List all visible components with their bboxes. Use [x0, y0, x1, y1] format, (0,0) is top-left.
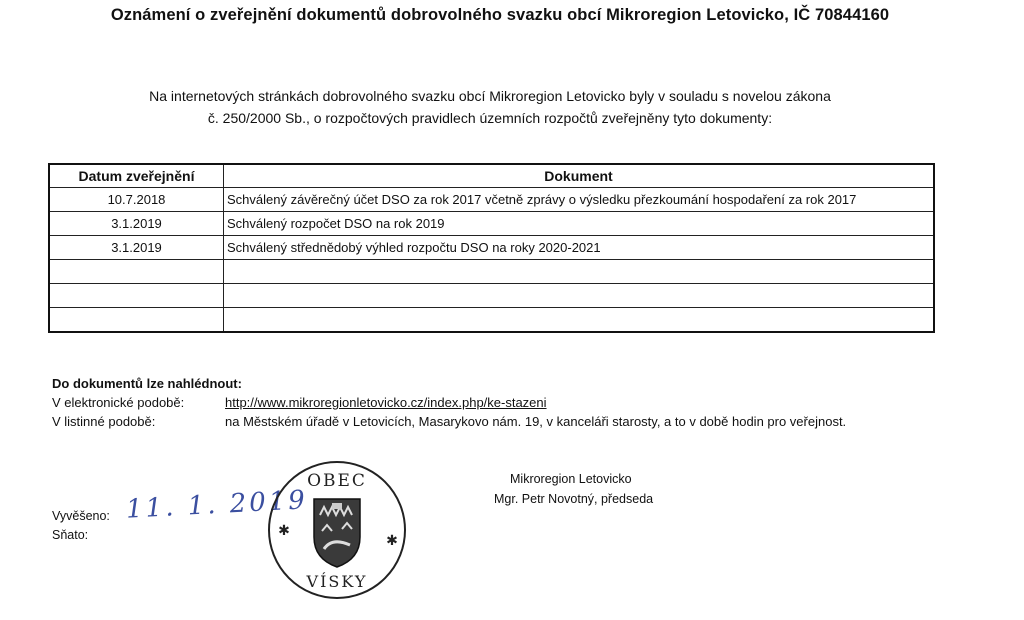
table-header-row: [49, 164, 934, 188]
table-row: [49, 260, 934, 284]
row-date: 3.1.2019: [49, 212, 224, 236]
row-date: [49, 284, 224, 308]
table-row: [49, 308, 934, 333]
electronic-label: V elektronické podobě:: [52, 395, 185, 410]
signature-org: Mikroregion Letovicko: [510, 472, 632, 486]
signature-block: [494, 469, 653, 509]
documents-table: [48, 163, 935, 333]
stamp-star-left-icon: ✱: [278, 522, 290, 538]
table-row: [49, 284, 934, 308]
row-document: Schválený střednědobý výhled rozpočtu DSO na roky 2020-2021: [224, 236, 935, 260]
row-document: Schválený závěrečný účet DSO za rok 2017 včetně zprávy o výsledku přezkoumání hospodaření za rok 2017: [224, 188, 935, 212]
posted-label: Vyvěšeno:: [52, 509, 110, 523]
column-header-document: Dokument: [224, 164, 935, 188]
row-document: [224, 260, 935, 284]
row-document: Schválený rozpočet DSO na rok 2019: [224, 212, 935, 236]
row-date: 10.7.2018: [49, 188, 224, 212]
row-date: 3.1.2019: [49, 236, 224, 260]
signature-person: Mgr. Petr Novotný, předseda: [494, 492, 654, 506]
table-row: [49, 236, 934, 260]
removed-label: Sňato:: [52, 528, 89, 542]
intro-line-2: č. 250/2000 Sb., o rozpočtových pravidlech územních rozpočtů zveřejněny tyto dokumenty:: [207, 110, 773, 126]
access-electronic-row: [52, 393, 547, 412]
table-row: [49, 212, 934, 236]
coat-of-arms-icon: [314, 499, 360, 567]
row-date: [49, 308, 224, 333]
row-document: [224, 284, 935, 308]
stamp-top-text: OBEC: [307, 471, 367, 491]
paper-label: V listinné podobě:: [52, 414, 156, 429]
download-link[interactable]: http://www.mikroregionletovicko.cz/index.php/ke-stazeni: [225, 395, 547, 410]
stamp-star-right-icon: ✱: [386, 532, 398, 548]
document-title: Oznámení o zveřejnění dokumentů dobrovolného svazku obcí Mikroregion Letovicko, IČ 70844160: [110, 6, 890, 24]
stamp-bottom-text: VÍSKY: [306, 572, 368, 591]
access-heading: Do dokumentů lze nahlédnout:: [52, 376, 242, 391]
access-section: [52, 374, 847, 431]
row-document: [224, 308, 935, 333]
municipal-stamp: [266, 459, 408, 606]
column-header-date: Datum zveřejnění: [49, 164, 224, 188]
intro-line-1: Na internetových stránkách dobrovolného svazku obcí Mikroregion Letovicko byly v souladu s novelou zákona: [149, 88, 831, 104]
access-paper-row: [52, 412, 847, 431]
handwritten-posted-date: 11. 1. 2019: [125, 485, 309, 525]
intro-paragraph: [60, 85, 920, 129]
table-row: [49, 188, 934, 212]
posting-block: [52, 507, 110, 545]
paper-location: na Městském úřadě v Letovicích, Masarykovo nám. 19, v kanceláři starosty, a to v době hodin pro veřejnost.: [225, 414, 847, 429]
stamp-seal-icon: [266, 459, 408, 601]
row-date: [49, 260, 224, 284]
